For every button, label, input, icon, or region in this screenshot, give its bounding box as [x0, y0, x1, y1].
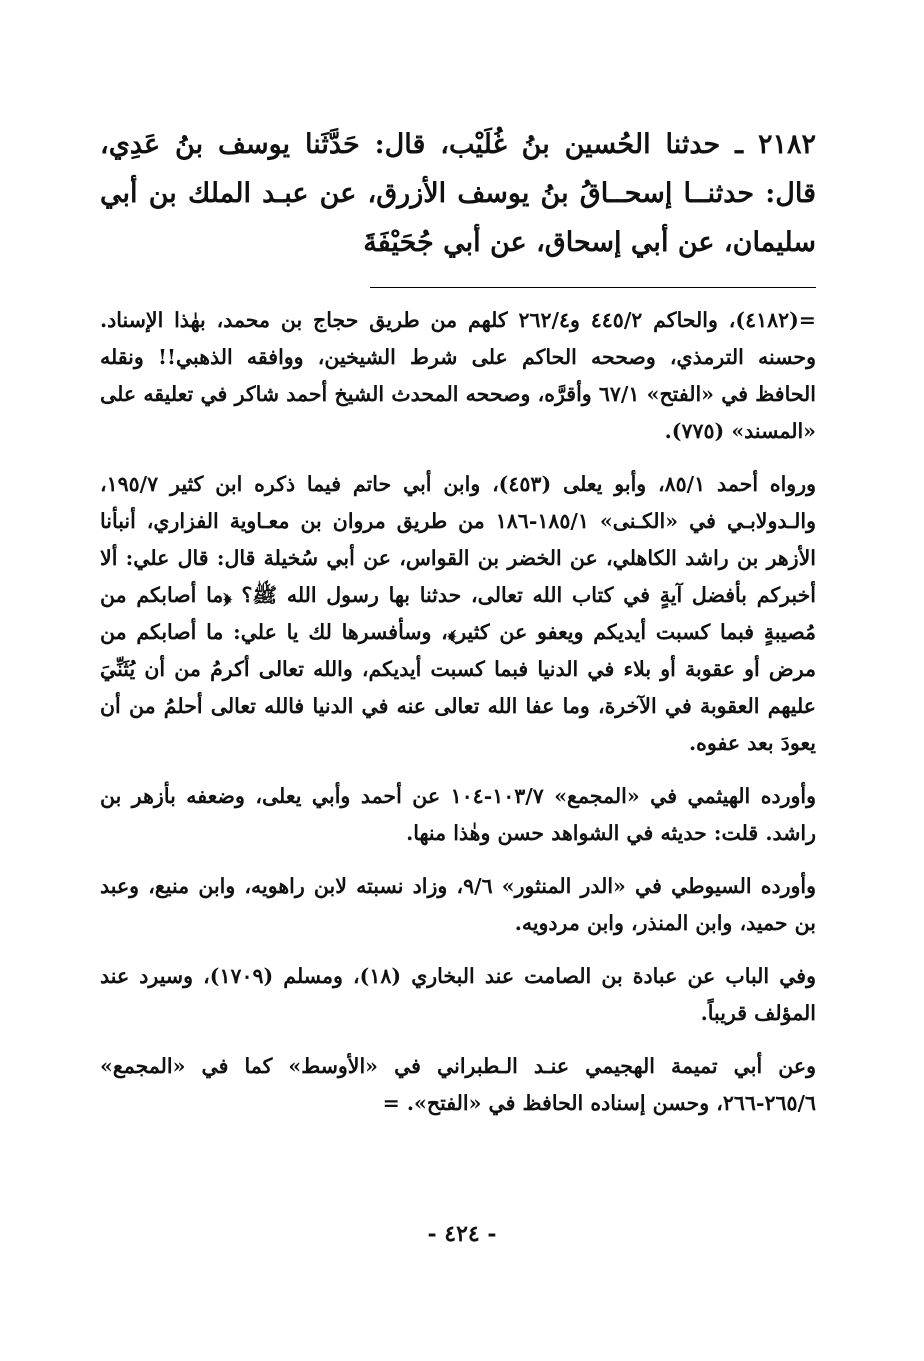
- footnote-paragraph: =(٤١٨٢)، والحاكم ٤٤٥/٢ و٢٦٢/٤ كلهم من طريق حجاج بن محمد، بهٰذا الإسناد. وحسنه الترمذي، وصححه الحاكم على شرط الشيخين، ووافقه الذهبي!! ونقله الحافظ في «الفتح» ٦٧/١ وأقرَّه، وصححه المحدث الشيخ أحمد شاكر في تعليقه على «المسند» (٧٧٥).: [100, 308, 816, 443]
- footnote-separator: [370, 287, 816, 288]
- footnotes: [100, 302, 816, 1122]
- page-number: - ٤٢٤ -: [427, 1221, 497, 1247]
- footnote-paragraph: ورواه أحمد ٨٥/١، وأبو يعلى (٤٥٣)، وابن أبي حاتم فيما ذكره ابن كثير ١٩٥/٧، والـدولابـي في «الكـنى» ١٨٥/١-١٨٦ من طريق مروان بن معـاوية الفزاري، أنبأنا الأزهر بن راشد الكاهلي، عن الخضر بن القواس، عن أبي سُخيلة قال: قال علي: ألا أخبركم بأفضل آيةٍ في كتاب الله تعالى، حدثنا بها رسول الله ﷺ؟ ﴿ما أصابكم من مُصيبةٍ فبما كسبت أيديكم ويعفو عن كثير﴾، وسأفسرها لك يا علي: ما أصابكم من مرض أو عقوبة أو بلاء في الدنيا فبما كسبت أيديكم، والله تعالى أكرمُ من أن يُثَنِّيَ عليهم العقوبة في الآخرة، وما عفا الله تعالى عنه في الدنيا فالله تعالى أحلمُ من أن يعودَ بعد عفوه.: [100, 472, 816, 755]
- footnote-paragraph: وأورده السيوطي في «الدر المنثور» ٩/٦، وزاد نسبته لابن راهويه، وابن منيع، وعبد بن حميد، وابن المنذر، وابن مردويه.: [100, 874, 816, 935]
- footnote-paragraph: وأورده الهيثمي في «المجمع» ١٠٣/٧-١٠٤ عن أحمد وأبي يعلى، وضعفه بأزهر بن راشد. قلت: حديثه في الشواهد حسن وهٰذا منها.: [100, 784, 817, 845]
- hadith-text: ٢١٨٢ ـ حدثنا الحُسين بنُ غُلَيْب، قال: حَدَّثَنا يوسف بنُ عَدِي، قال: حدثنــا إسحــاقُ بنُ يوسف الأزرق، عن عبـد الملك بن أبي سليمان، عن أبي إسحاق، عن أبي جُحَيْفَةَ: [100, 129, 816, 258]
- page-body: [100, 120, 816, 1138]
- footnote-paragraph: وفي الباب عن عبادة بن الصامت عند البخاري (١٨)، ومسلم (١٧٠٩)، وسيرد عند المؤلف قريباً.: [100, 964, 816, 1025]
- footnote-paragraph: وعن أبي تميمة الهجيمي عنـد الـطبراني في «الأوسط» كما في «المجمع» ٢٦٥/٦-٢٦٦، وحسن إسناده الحافظ في «الفتح». =: [100, 1054, 816, 1115]
